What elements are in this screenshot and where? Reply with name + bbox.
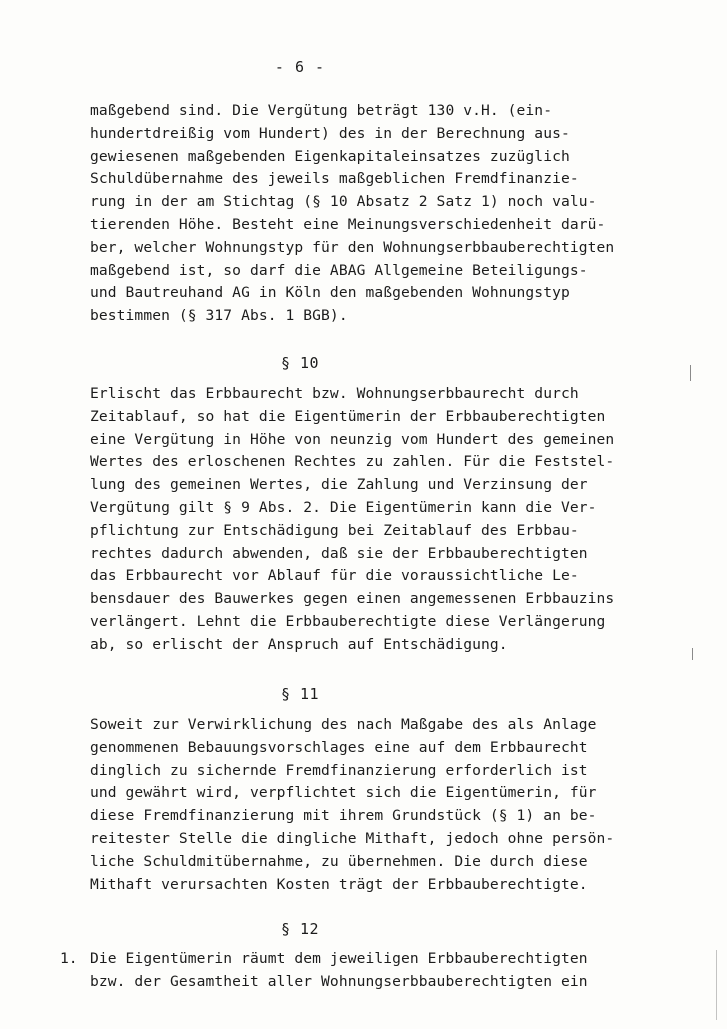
text-line: pflichtung zur Entschädigung bei Zeitablauf des Erbbau- [90,521,579,539]
text-line: gewiesenen maßgebenden Eigenkapitaleinsatzes zuzüglich [90,147,570,165]
text-line: dinglich zu sichernde Fremdfinanzierung erforderlich ist [90,761,588,779]
text-line: maßgebend sind. Die Vergütung beträgt 130 v.H. (ein- [90,102,553,119]
list-item-marker: 1. [60,950,78,967]
text-line: Soweit zur Verwirklichung des nach Maßgabe des als Anlage [90,716,597,733]
text-line: Wertes des erloschenen Rechtes zu zahlen. Für die Feststel- [90,453,615,471]
text-line: Vergütung gilt § 9 Abs. 2. Die Eigentümerin kann die Ver- [90,498,597,516]
text-line: das Erbbaurecht vor Ablauf für die voraussichtliche Le- [90,567,579,585]
text-line: verlängert. Lehnt die Erbbauberechtigte diese Verlängerung [90,612,606,630]
text-line: ab, so erlischt der Anspruch auf Entschädigung. [90,635,508,653]
text-line: bensdauer des Bauwerkes gegen einen angemessenen Erbbauzins [90,590,615,608]
text-line: Zeitablauf, so hat die Eigentümerin der Erbbauberechtigten [90,407,606,425]
text-line: eine Vergütung in Höhe von neunzig vom Hundert des gemeinen [90,430,615,448]
text-line: hundertdreißig vom Hundert) des in der Berechnung aus- [90,124,570,142]
section-12-body [90,948,650,994]
text-line: bestimmen (§ 317 Abs. 1 BGB). [90,307,348,325]
page-number: - 6 - [274,58,326,76]
section-11-heading: § 11 [280,685,320,703]
text-line: liche Schuldmitübernahme, zu übernehmen. Die durch diese [90,852,588,870]
section-10-heading: § 10 [280,354,320,372]
text-line: genommenen Bebauungsvorschlages eine auf dem Erbbaurecht [90,738,588,756]
text-line: Erlischt das Erbbaurecht bzw. Wohnungserbbaurecht durch [90,385,579,402]
text-line: rechtes dadurch abwenden, daß sie der Erbbauberechtigten [90,544,588,562]
text-line: und gewährt wird, verpflichtet sich die Eigentümerin, für [90,784,597,802]
text-line: reitester Stelle die dingliche Mithaft, jedoch ohne persön- [90,829,615,847]
text-line: ber, welcher Wohnungstyp für den Wohnungserbbauberechtigten [90,238,615,256]
scan-artifact [690,365,691,381]
text-line: rung in der am Stichtag (§ 10 Absatz 2 Satz 1) noch valu- [90,193,597,211]
text-line: tierenden Höhe. Besteht eine Meinungsverschiedenheit darü- [90,215,606,233]
text-line: Die Eigentümerin räumt dem jeweiligen Erbbauberechtigten [90,950,588,967]
text-line: Mithaft verursachten Kosten trägt der Erbbauberechtigte. [90,875,588,893]
section-10-body [90,383,650,657]
text-line: lung des gemeinen Wertes, die Zahlung und Verzinsung der [90,476,588,494]
text-line: bzw. der Gesamtheit aller Wohnungserbbauberechtigten ein [90,972,588,990]
scan-artifact [716,950,717,1020]
section-11-body [90,714,650,896]
text-line: diese Fremdfinanzierung mit ihrem Grundstück (§ 1) an be- [90,807,597,825]
text-line: Schuldübernahme des jeweils maßgeblichen Fremdfinanzie- [90,170,579,188]
text-line: und Bautreuhand AG in Köln den maßgebenden Wohnungstyp [90,284,570,302]
text-line: maßgebend ist, so darf die ABAG Allgemeine Beteiligungs- [90,261,588,279]
paragraph-continuation [90,100,650,328]
section-12-heading: § 12 [280,920,320,938]
scan-artifact [692,648,693,660]
